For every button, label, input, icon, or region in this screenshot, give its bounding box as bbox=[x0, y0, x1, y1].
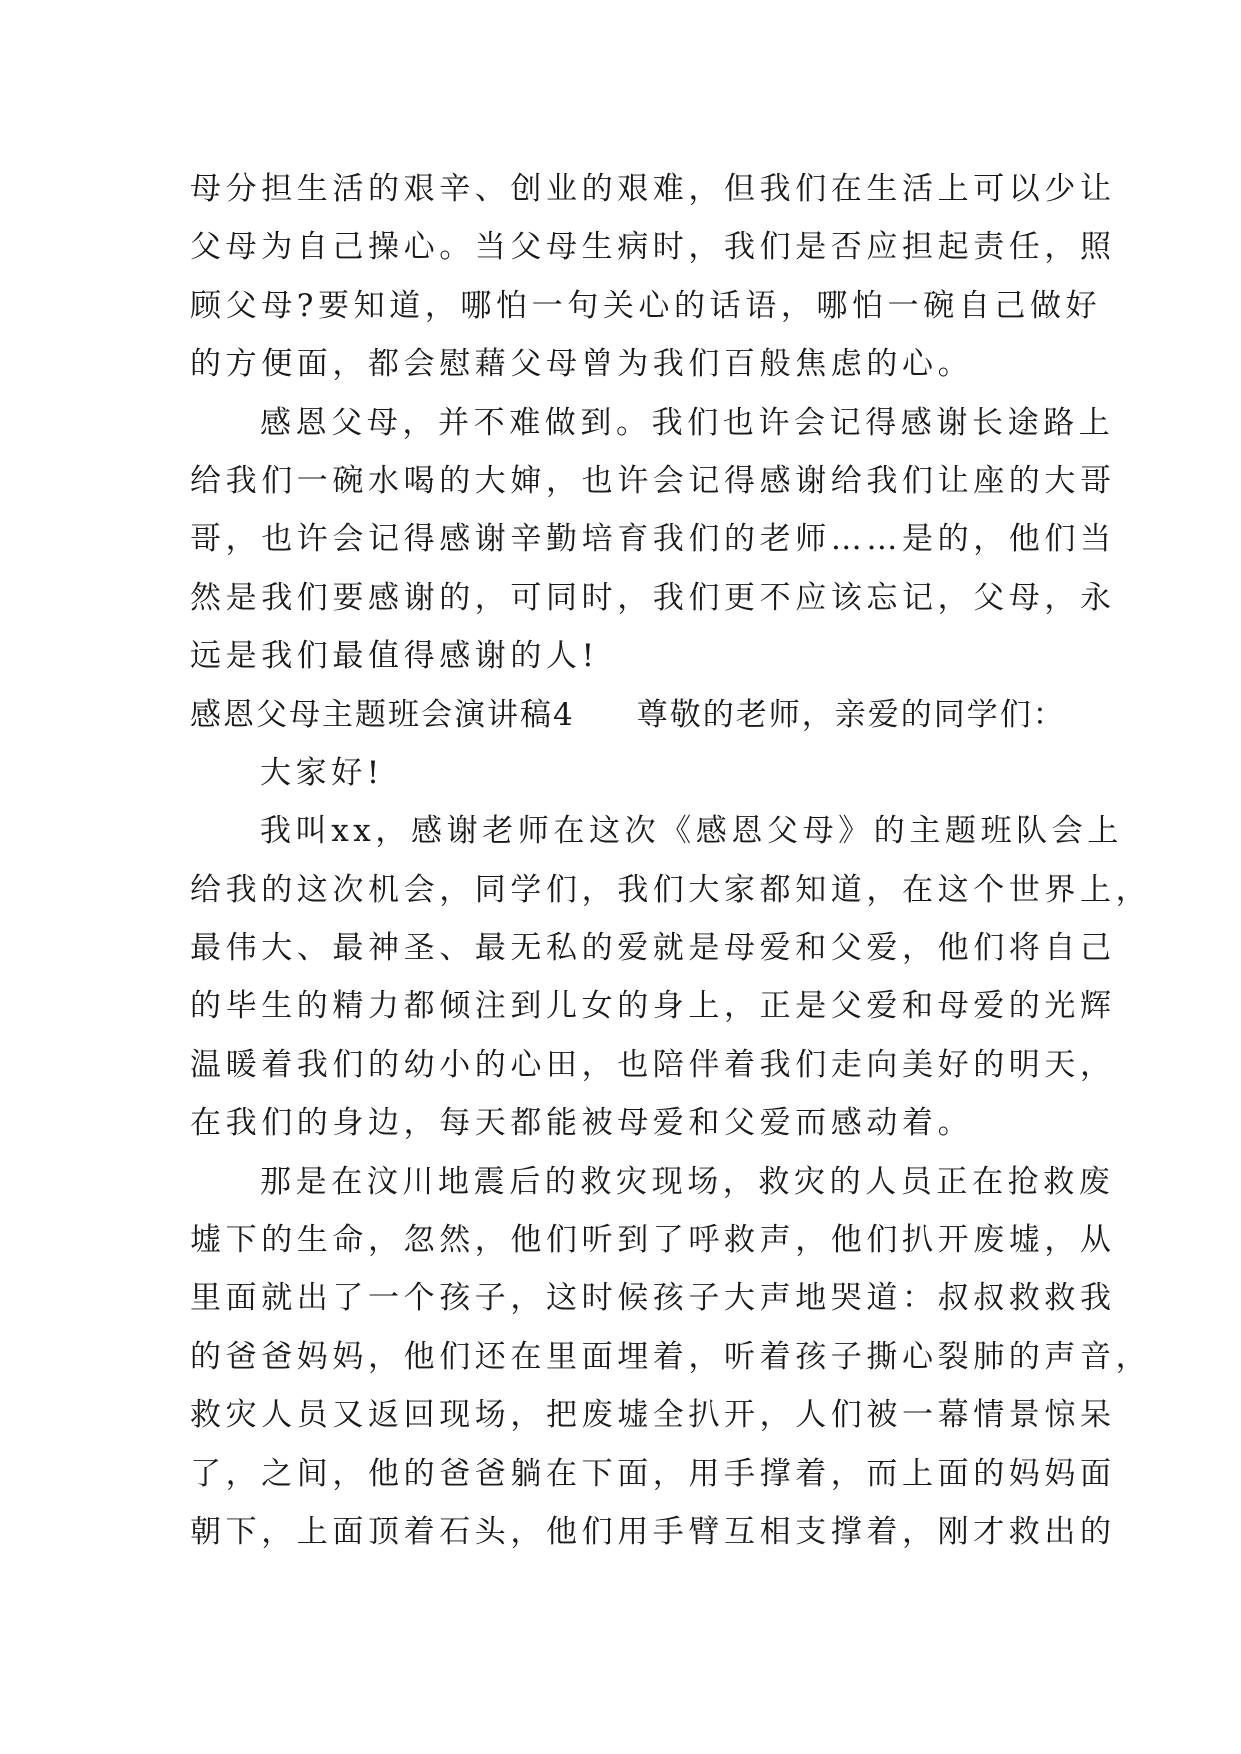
document-body bbox=[190, 160, 1152, 1561]
text-line: 救灾人员又返回现场，把废墟全扒开，人们被一幕情景惊呆 bbox=[190, 1397, 1116, 1434]
text-line: 我叫xx，感谢老师在这次《感恩父母》的主题班队会上 bbox=[260, 813, 1123, 850]
text-line: 在我们的身边，每天都能被母爱和父爱而感动着。 bbox=[190, 1105, 974, 1142]
text-line: 最伟大、最神圣、最无私的爱就是母爱和父爱，他们将自己 bbox=[190, 930, 1116, 967]
text-line: 的方便面，都会慰藉父母曾为我们百般焦虑的心。 bbox=[190, 346, 974, 383]
text-line: 哥，也许会记得感谢辛勤培育我们的老师……是的，他们当 bbox=[190, 521, 1116, 558]
text-line: 母分担生活的艰辛、创业的艰难，但我们在生活上可以少让 bbox=[190, 171, 1116, 207]
text-line: 远是我们最值得感谢的人! bbox=[190, 638, 599, 675]
text-line: 给我们一碗水喝的大婶，也许会记得感谢给我们让座的大哥 bbox=[190, 462, 1116, 499]
text-line: 那是在汶川地震后的救灾现场，救灾的人员正在抢救废 bbox=[260, 1163, 1115, 1200]
section-heading-line bbox=[190, 686, 1070, 744]
text-line: 顾父母?要知道，哪怕一句关心的话语，哪怕一碗自己做好 bbox=[190, 287, 1102, 324]
text-line: 的爸爸妈妈，他们还在里面埋着，听着孩子撕心裂肺的声音， bbox=[190, 1338, 1152, 1375]
text-line: 的毕生的精力都倾注到儿女的身上，正是父爱和母爱的光辉 bbox=[190, 988, 1116, 1025]
section-greeting: 尊敬的老师，亲爱的同学们： bbox=[636, 696, 1066, 733]
text-line: 给我的这次机会，同学们，我们大家都知道，在这个世界上， bbox=[190, 871, 1152, 908]
text-line: 感恩父母，并不难做到。我们也许会记得感谢长途路上 bbox=[260, 404, 1115, 441]
text-line: 了，之间，他的爸爸躺在下面，用手撑着，而上面的妈妈面 bbox=[190, 1455, 1116, 1492]
text-line: 大家好! bbox=[260, 754, 384, 791]
text-line: 温暖着我们的幼小的心田，也陪伴着我们走向美好的明天， bbox=[190, 1046, 1116, 1083]
text-line: 父母为自己操心。当父母生病时，我们是否应担起责任，照 bbox=[190, 229, 1116, 266]
text-line: 然是我们要感谢的，可同时，我们更不应该忘记，父母，永 bbox=[190, 579, 1116, 616]
text-line: 朝下，上面顶着石头，他们用手臂互相支撑着，刚才救出的 bbox=[190, 1513, 1116, 1550]
text-line: 墟下的生命，忽然，他们听到了呼救声，他们扒开废墟，从 bbox=[190, 1222, 1116, 1259]
section-title: 感恩父母主题班会演讲稿4 bbox=[190, 696, 575, 733]
text-line: 里面就出了一个孩子，这时候孩子大声地哭道：叔叔救救我 bbox=[190, 1280, 1116, 1317]
